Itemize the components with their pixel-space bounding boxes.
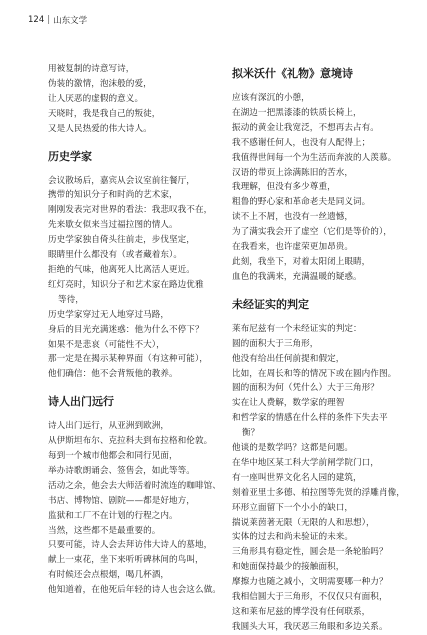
section-title-gift: 拟米沃什《礼物》意境诗 — [232, 67, 353, 80]
poem-line: 血色的我满来，充满温暖的疑惑。 — [232, 271, 362, 282]
poem-line: 等待， — [58, 294, 84, 305]
poem-line: 应该有深沉的小憩， — [232, 93, 310, 103]
poem-line: 举办诗歌朗诵会、签售会，如此等等。 — [48, 465, 195, 476]
poem-line: 用被复制的诗意写诗， — [48, 64, 135, 74]
poem-line: 让人厌恶的虚假的意义。 — [48, 93, 144, 104]
poem-line: 有时候还会点根烟，喝几杯酒， — [48, 570, 170, 581]
poem-line: 实体的过去和尚未验证的未来。 — [232, 532, 354, 543]
poem-line: 三角形具有稳定性，圆会是一条轮胎吗？ — [232, 547, 388, 558]
poem-line: 圆的面积大于三角形， — [232, 338, 319, 349]
poem-line: 我相信圆大于三角形，不仅仅只有面积， — [232, 592, 388, 603]
unproven-judgment-poem — [232, 322, 410, 635]
poem-line: 衡？ — [242, 428, 260, 439]
poem-line: 我圆头大耳，我厌恶三角眼和多边关系。 — [232, 621, 388, 632]
poem-line: 圆的面积为何（凭什么）大于三角形？ — [232, 383, 379, 394]
poem-line: 环形立面留下一个小小的缺口， — [232, 502, 354, 513]
poem-line: 我值得世间每一个为生活而奔波的人羡慕。 — [232, 152, 397, 163]
poem-line: 献上一束花，坐下来听听碑林间的鸟叫， — [48, 555, 204, 566]
poem-line: 红灯亮时，知识分子和艺术家在路边优雅 — [48, 279, 204, 290]
poem-line: 会议散场后，嘉宾从会议室前往餐厅， — [48, 175, 195, 186]
poem-line: 身后的目光充满迷惑：他为什么不停下？ — [48, 324, 204, 335]
poem-line: 为了满实我会开了虚空（它们是等价的）， — [232, 227, 392, 238]
poem-line: 伪装的激情，泡沫般的爱， — [48, 78, 152, 89]
poem-line: 历史学家穿过无人地穿过马路， — [48, 309, 170, 320]
poem-line: 他们确信：他不会背叛他的教养。 — [48, 369, 178, 380]
poem-line: 他没有给出任何前提和假定， — [232, 353, 345, 364]
poem-line: 莱布尼兹有一个未经证实的判定： — [232, 323, 362, 334]
poem-line: 揣说莱茵著无限（无限的人和思想）， — [232, 517, 375, 528]
poem-line: 我不感谢任何人，也没有人配得上； — [232, 137, 371, 148]
gift-poem — [232, 91, 410, 285]
section-title-poet-travels: 诗人出门远行 — [48, 395, 114, 409]
poem-line: 诗人出门远行，从亚洲到欧洲， — [48, 421, 170, 432]
intro-poem-fragment — [48, 62, 226, 137]
poem-line: 读不上不屑，也没有一丝遗憾， — [232, 212, 354, 223]
poem-line: 和她面保持最少的接触面积， — [232, 562, 345, 573]
poem-line: 活动之余，他会去大师活着时流连的咖啡馆、 — [48, 480, 221, 491]
poem-line: 又是人民热爱的伟大诗人。 — [48, 123, 152, 134]
poem-line: 历史学家独自倚头往前走，步伐坚定， — [48, 235, 195, 246]
poem-line: 粗鲁的野心家和革命老夫是同义词。 — [232, 197, 371, 208]
poem-line: 从伊斯坦布尔、克拉科夫到布拉格和伦敦。 — [48, 436, 213, 447]
poem-line: 监狱和工厂不在计划的行程之内。 — [48, 510, 178, 521]
poem-line: 携带的知识分子和时尚的艺术家， — [48, 190, 178, 201]
poem-line: 那一定是在揭示某种界面（有这种可能）， — [48, 354, 208, 365]
poet-travels-poem — [48, 419, 226, 598]
poem-line: 和哲学家的情感在什么样的条件下失去平 — [232, 413, 388, 424]
section-title-unproven-judgment: 未经证实的判定 — [232, 297, 309, 311]
poem-line: 拒绝的气味，他离死人比离活人更近。 — [48, 264, 195, 275]
right-column — [232, 62, 410, 635]
page-number: 124 — [28, 15, 45, 25]
section-title-historian: 历史学家 — [48, 149, 92, 163]
poem-line: 摩擦力也随之减小，文明需要哪一种力？ — [232, 577, 388, 588]
poem-line: 实在让人费解，数学家的理智 — [232, 398, 345, 409]
poem-line: 刻着亚里士多德、柏拉图等先贤的浮雕肖像， — [232, 487, 405, 498]
poem-line: 比如，在周长和等的情况下或在圆内作图。 — [232, 368, 397, 379]
poem-line: 在华中地区某工科大学前闸学院门口， — [232, 457, 379, 468]
poem-line: 他谈的是数学吗？这都是问题。 — [232, 443, 354, 454]
poem-line: 此刻，我坐下，对着太阳闭上眼睛， — [232, 256, 371, 267]
page-header — [28, 14, 87, 26]
journal-name: 山东文学 — [53, 16, 88, 26]
poem-line: 汉语的带页上涂满陈旧的苦水， — [232, 167, 354, 178]
poem-line: 我理解，但没有多少尊重， — [232, 182, 336, 193]
poem-line: 在我看来，也许虚荣更加昂贵。 — [232, 242, 354, 253]
left-column — [48, 62, 226, 598]
poem-line: 有一座叫世界文化名人园的建筑， — [232, 472, 362, 483]
poem-line: 在湖边一把黑漆漆的铁质长椅上， — [232, 107, 362, 118]
poem-line: 书店、博物馆、剧院——都是好地方， — [48, 495, 195, 506]
poem-line: 振动的黄金让我宽泛，不想再去占有。 — [232, 122, 379, 133]
poem-line: 刚刚发表完对世界的看法：我悲叹我不在， — [48, 205, 213, 216]
poem-line: 如果不是悲哀（可能性不大）， — [48, 339, 165, 350]
poem-line: 当然，这些都不是最重要的。 — [48, 525, 161, 536]
poem-line: 先来歇女似来当过福拉图的情人。 — [48, 220, 178, 231]
poem-line: 这和莱布尼兹的博学没有任何联系， — [232, 607, 371, 617]
poem-line: 每到一个城市他都会和同行见面， — [48, 451, 178, 462]
header-separator: | — [47, 15, 51, 25]
poem-line: 只要可能，诗人会去拜访伟大诗人的墓地， — [48, 540, 213, 551]
poem-line: 眼睛里什么都没有（或者藏着东）。 — [48, 250, 183, 261]
historian-poem — [48, 174, 226, 383]
poem-line: 他知道着，在他死后年轻的诗人也会这么做。 — [48, 585, 221, 596]
poem-line: 天晓时，我是我自己的叛徒， — [48, 108, 161, 119]
